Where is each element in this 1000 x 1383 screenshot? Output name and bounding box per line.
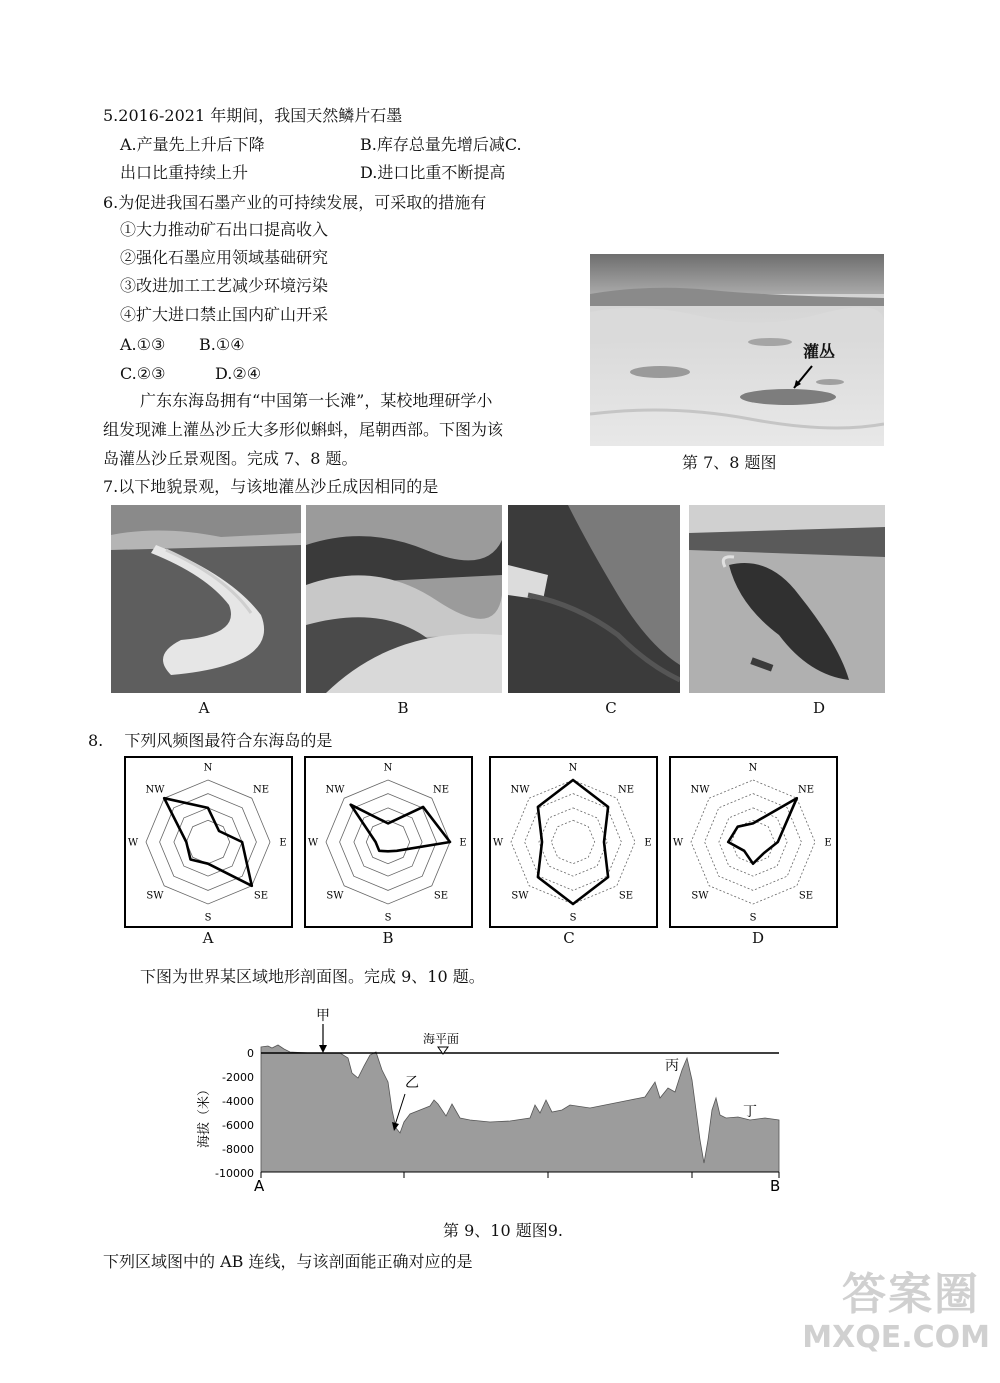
- rose-ring: [326, 780, 450, 904]
- direction-label: SE: [618, 890, 634, 902]
- intro910: 下图为世界某区域地形剖面图。完成 9、10 题。: [140, 967, 485, 986]
- q6-option-a: A.①③: [120, 335, 166, 354]
- intro78-line: 岛灌丛沙丘景观图。完成 7、8 题。: [103, 449, 358, 468]
- y-tick: -10000: [215, 1167, 254, 1180]
- direction-label: SW: [511, 890, 529, 902]
- q8-label-b: B: [382, 929, 394, 947]
- rose-ring: [354, 808, 422, 876]
- label-jia: 甲: [316, 1008, 330, 1024]
- wind-frequency-polygon: [538, 780, 608, 904]
- direction-label: NE: [432, 784, 450, 796]
- landform-photo-a: [111, 505, 301, 693]
- wind-rose-c: [489, 756, 658, 928]
- wind-rose-d: [669, 756, 838, 928]
- point-b: B: [770, 1177, 781, 1195]
- q6-item: ③改进加工工艺减少环境污染: [120, 276, 329, 295]
- rose-ring: [174, 808, 242, 876]
- rose-ring: [186, 820, 229, 863]
- y-tick: -8000: [222, 1143, 254, 1156]
- wind-rose-a: [124, 756, 293, 928]
- q8-label-c: C: [563, 929, 575, 947]
- point-a: A: [254, 1177, 265, 1195]
- direction-label: N: [748, 762, 758, 774]
- terrain-profile: [190, 1000, 810, 1205]
- y-axis-label: 海拔（米）: [197, 1082, 212, 1148]
- label-yi: 乙: [405, 1075, 419, 1091]
- direction-label: N: [203, 762, 213, 774]
- rose-ring: [366, 820, 409, 863]
- direction-label: NE: [252, 784, 270, 796]
- direction-label: S: [204, 912, 212, 924]
- wind-frequency-polygon: [164, 798, 252, 886]
- intro78-line: 广东东海岛拥有“中国第一长滩”，某校地理研学小: [140, 391, 493, 410]
- watermark-line1: 答案圈: [842, 1269, 980, 1320]
- q8-label-d: D: [751, 929, 765, 947]
- q6-option-b: B.①④: [199, 335, 245, 354]
- direction-label: SW: [691, 890, 709, 902]
- terrain-area: [261, 1045, 779, 1172]
- q7-label-a: A: [198, 699, 210, 717]
- direction-label: E: [279, 837, 287, 849]
- direction-label: E: [824, 837, 832, 849]
- y-tick: -2000: [222, 1071, 254, 1084]
- watermark-line2: MXQE.COM: [802, 1320, 990, 1355]
- wind-frequency-polygon: [728, 798, 797, 864]
- direction-label: NW: [690, 784, 710, 796]
- q6-option-d: D.②④: [215, 364, 262, 383]
- direction-label: SW: [146, 890, 164, 902]
- q6-stem: 6.为促进我国石墨产业的可持续发展，可采取的措施有: [103, 193, 487, 212]
- q6-item: ④扩大进口禁止国内矿山开采: [120, 305, 329, 324]
- q6-item: ②强化石墨应用领域基础研究: [120, 248, 329, 267]
- direction-label: S: [384, 912, 392, 924]
- y-axis-ticks: [215, 1047, 254, 1180]
- direction-label: S: [569, 912, 577, 924]
- direction-label: N: [383, 762, 393, 774]
- label-sea-level: 海平面: [423, 1032, 460, 1046]
- watermark: [790, 1258, 990, 1373]
- direction-label: NE: [797, 784, 815, 796]
- q9-stem: 下列区域图中的 AB 连线，与该剖面能正确对应的是: [103, 1252, 473, 1271]
- y-tick: -6000: [222, 1119, 254, 1132]
- direction-label: W: [492, 837, 504, 849]
- direction-label: NW: [510, 784, 530, 796]
- q6-item: ①大力推动矿石出口提高收入: [120, 220, 329, 239]
- rose-ring: [551, 820, 594, 863]
- direction-label: S: [749, 912, 757, 924]
- wind-frequency-polygon: [351, 805, 450, 852]
- direction-label: N: [568, 762, 578, 774]
- direction-label: SW: [326, 890, 344, 902]
- shrub-label: 灌丛: [803, 342, 836, 361]
- y-tick: 0: [247, 1047, 254, 1060]
- direction-label: W: [672, 837, 684, 849]
- q5-option-c: 出口比重持续上升: [120, 163, 249, 182]
- q5-option-b: B.库存总量先增后减C.: [360, 135, 522, 154]
- direction-label: SE: [433, 890, 449, 902]
- q8-label-a: A: [202, 929, 214, 947]
- q5-option-a: A.产量先上升后下降: [120, 135, 265, 154]
- q5-option-d: D.进口比重不断提高: [360, 163, 506, 182]
- direction-label: SE: [253, 890, 269, 902]
- direction-label: SE: [798, 890, 814, 902]
- label-bing: 丙: [665, 1058, 679, 1074]
- profile-caption: 第 9、10 题图9.: [443, 1221, 563, 1240]
- direction-label: NE: [617, 784, 635, 796]
- fig78-caption: 第 7、8 题图: [682, 453, 777, 472]
- q8-stem: 8. 下列风频图最符合东海岛的是: [88, 731, 333, 750]
- rose-ring: [511, 780, 635, 904]
- shrub-dune-photo: [590, 254, 884, 446]
- landform-photo-b: [306, 505, 502, 693]
- rose-ring: [539, 808, 607, 876]
- q5-stem: 5.2016-2021 年期间，我国天然鳞片石墨: [103, 106, 403, 125]
- y-tick: -4000: [222, 1095, 254, 1108]
- q7-label-b: B: [397, 699, 409, 717]
- direction-label: NW: [145, 784, 165, 796]
- wind-rose-b: [304, 756, 473, 928]
- q7-stem: 7.以下地貌景观，与该地灌丛沙丘成因相同的是: [103, 477, 439, 496]
- q7-label-c: C: [605, 699, 617, 717]
- q7-label-d: D: [812, 699, 826, 717]
- direction-label: E: [644, 837, 652, 849]
- landform-photo-c: [508, 505, 680, 693]
- direction-label: NW: [325, 784, 345, 796]
- direction-label: E: [459, 837, 467, 849]
- label-ding: 丁: [743, 1104, 757, 1120]
- q6-option-c: C.②③: [120, 364, 166, 383]
- landform-photo-d: [689, 505, 885, 693]
- direction-label: W: [127, 837, 139, 849]
- direction-label: W: [307, 837, 319, 849]
- intro78-line: 组发现滩上灌丛沙丘大多形似蝌蚪，尾朝西部。下图为该: [103, 420, 504, 439]
